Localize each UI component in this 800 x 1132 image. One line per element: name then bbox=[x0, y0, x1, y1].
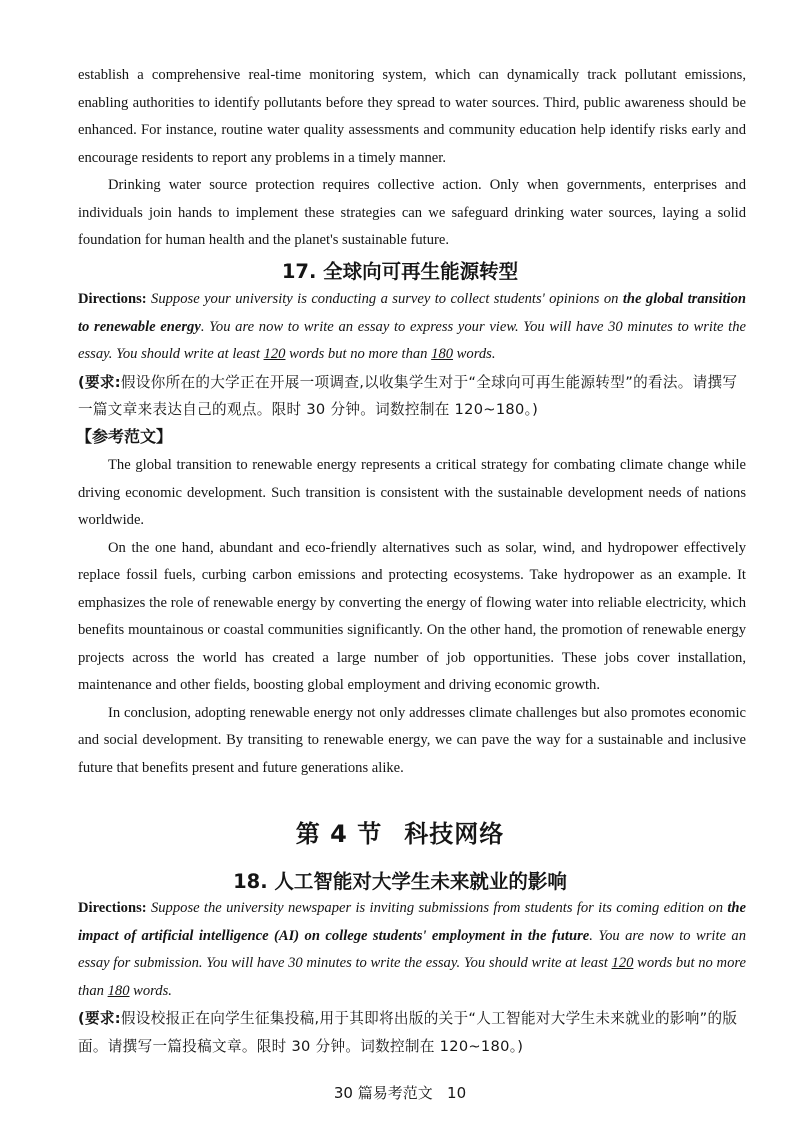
directions-label: Directions: bbox=[78, 291, 147, 307]
directions-topic: the global transition to renewable energy bbox=[78, 291, 746, 335]
directions-paragraph bbox=[78, 286, 746, 369]
directions-text: words. bbox=[129, 982, 172, 999]
topic-17-essay bbox=[78, 452, 746, 782]
footer-text: 30 篇易考范文 bbox=[333, 1084, 433, 1102]
directions-text: words but no more than bbox=[285, 346, 432, 362]
requirement-paragraph bbox=[78, 1005, 746, 1060]
directions-text: words but no more than bbox=[78, 955, 746, 999]
essay-paragraph: establish a comprehensive real-time monitoring system, which can dynamically track pollutant emissions, enabling authorities to identify pollutants before they spread to water sources. Third, public awareness should be enhanced. For instance, routine water quality assessments and community education help identify risks early and encourage residents to report any problems in a timely manner. bbox=[78, 67, 746, 166]
essay-paragraph: Drinking water source protection requires collective action. Only when governments, enterprises and individuals join hands to implement these strategies can we safeguard drinking water sources, laying a solid foundation for human health and the planet's sustainable future. bbox=[78, 177, 746, 248]
page-footer bbox=[0, 1082, 800, 1103]
topic-18-title: 18. 人工智能对大学生未来就业的影响 bbox=[233, 870, 567, 893]
word-max: 180 bbox=[107, 982, 130, 999]
directions-label: Directions: bbox=[78, 900, 147, 916]
topic-17-title: 17. 全球向可再生能源转型 bbox=[281, 260, 519, 283]
previous-essay-continuation bbox=[78, 62, 746, 255]
directions-text: . You are now to write an essay to express your view. You will have 30 minutes to write the essay. You should write at least bbox=[78, 318, 746, 362]
essay-paragraph: In conclusion, adopting renewable energy not only addresses climate challenges but also promotes economic and social development. By transiting to renewable energy, we can pave the way for a sustainable and inclusive future that benefits present and future generations alike. bbox=[78, 704, 746, 776]
reference-essay-label: 【参考范文】 bbox=[76, 427, 173, 446]
essay-paragraph: The global transition to renewable energy represents a critical strategy for combating climate change while driving economic development. Such transition is consistent with the sustainable development needs of nations worldwide. bbox=[78, 457, 746, 528]
requirement-label: (要求: bbox=[78, 1010, 121, 1027]
directions-text: . You are now to write an essay for submission. You will have 30 minutes to write the essay. You should write at least bbox=[78, 927, 746, 971]
page-number: 10 bbox=[447, 1084, 467, 1102]
word-min: 120 bbox=[611, 955, 634, 971]
topic-17-directions-block bbox=[78, 286, 746, 424]
requirement-text: 假设你所在的大学正在开展一项调查,以收集学生对于“全球向可再生能源转型”的看法。请撰写一篇文章来表达自己的观点。限时 30 分钟。词数控制在 120~180。) bbox=[78, 373, 738, 418]
requirement-text: 假设校报正在向学生征集投稿,用于其即将出版的关于“人工智能对大学生未来就业的影响”的版面。请撰写一篇投稿文章。限时 30 分钟。词数控制在 120~180。) bbox=[78, 1010, 738, 1055]
word-max: 180 bbox=[431, 346, 454, 362]
essay-paragraph: On the one hand, abundant and eco-friendly alternatives such as solar, wind, and hydropower effectively replace fossil fuels, curbing carbon emissions and protecting ecosystems. Take hydropower as an example. It emphasizes the role of renewable energy by converting the energy of flowing water into reliable electricity, which benefits mountainous or coastal communities significantly. On the other hand, the promotion of renewable energy projects across the world has created a large number of job opportunities. These jobs cover installation, maintenance and other fields, boosting global employment and driving economic growth. bbox=[78, 539, 746, 693]
requirement-label: (要求: bbox=[78, 373, 121, 391]
word-min: 120 bbox=[263, 346, 286, 362]
directions-topic: the impact of artificial intelligence (AI) on college students' employment in the future bbox=[78, 900, 746, 944]
directions-text: Suppose the university newspaper is inviting submissions from students for its coming edition on bbox=[146, 900, 728, 916]
directions-text: Suppose your university is conducting a survey to collect students' opinions on bbox=[146, 291, 623, 307]
section-number: 第 4 节 bbox=[295, 820, 383, 848]
directions-paragraph bbox=[78, 895, 746, 1005]
section-name: 科技网络 bbox=[404, 820, 505, 848]
directions-text: words. bbox=[453, 346, 496, 362]
topic-18-directions-block bbox=[78, 895, 746, 1060]
requirement-paragraph bbox=[78, 369, 746, 424]
section-heading bbox=[0, 814, 800, 849]
